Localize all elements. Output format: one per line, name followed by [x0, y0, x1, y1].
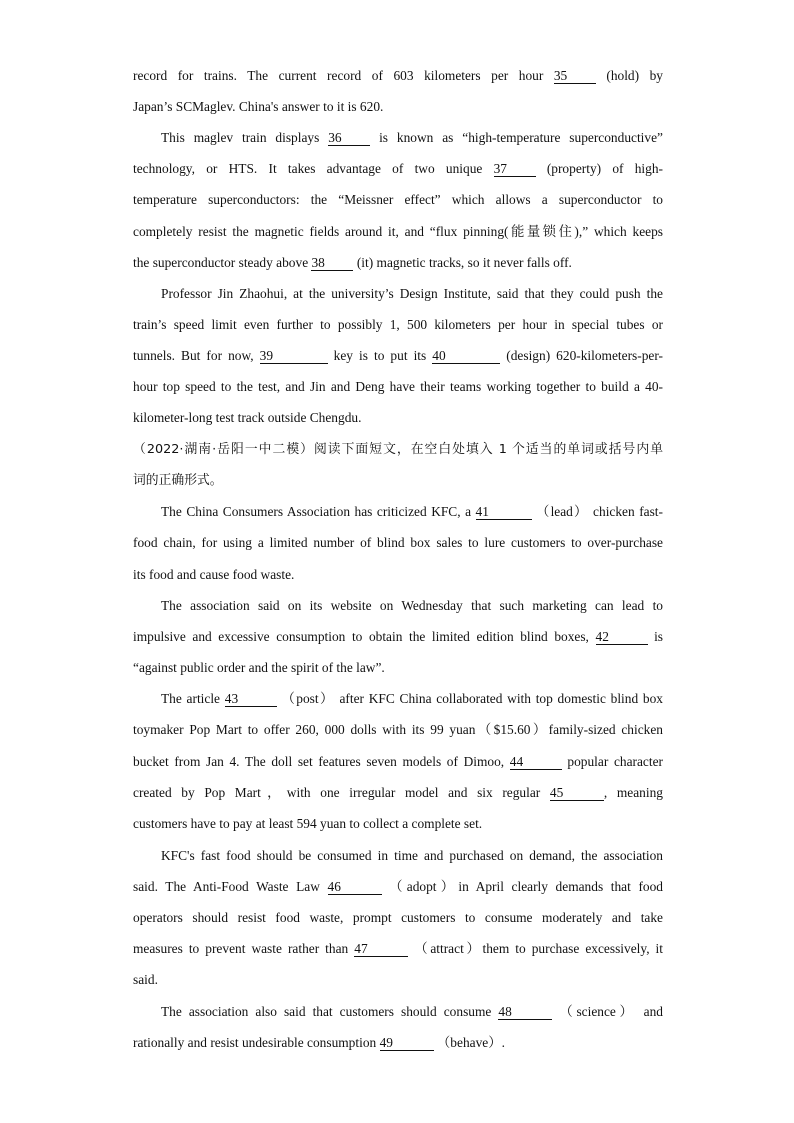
section-instruction: 词的正确形式。: [133, 473, 223, 488]
text-line: measures to prevent waste rather than 47 （attract）them to purchase excessively, it: [133, 941, 664, 956]
blank-46[interactable]: 46: [328, 879, 382, 895]
section-instruction: （2022·湖南·岳阳一中二模）阅读下面短文，在空白处填入 1 个适当的单词或括号内单: [133, 442, 663, 457]
blank-37[interactable]: 37: [494, 161, 536, 177]
blank-48[interactable]: 48: [498, 1004, 552, 1020]
text-line: technology, or HTS. It takes advantage of two unique 37 (property) of high-: [133, 161, 663, 176]
text-line: created by Pop Mart，with one irregular model and six regular 45 , meaning: [133, 785, 663, 800]
text-line: the superconductor steady above 38 (it) magnetic tracks, so it never falls off.: [133, 255, 572, 270]
text-line: completely resist the magnetic fields around it, and “flux pinning(能量锁住),” which keeps: [133, 224, 663, 239]
text-line: The association said on its website on Wednesday that such marketing can lead to: [161, 598, 663, 613]
text-line: food chain, for using a limited number of blind box sales to lure customers to over-purchase: [133, 535, 663, 550]
text-line: said.: [133, 972, 158, 987]
text-line: Professor Jin Zhaohui, at the university’s Design Institute, said that they could push the: [161, 286, 663, 301]
text-line: The China Consumers Association has criticized KFC, a 41 （lead） chicken fast-: [161, 504, 663, 519]
blank-44[interactable]: 44: [510, 754, 562, 770]
text-line: customers have to pay at least 594 yuan to collect a complete set.: [133, 816, 483, 831]
text-line: hour top speed to the test, and Jin and Deng have their teams working together to build a 40-: [133, 379, 663, 394]
text-line: rationally and resist undesirable consumption 49 （behave）.: [133, 1035, 505, 1050]
text-line: toymaker Pop Mart to offer 260, 000 dolls with its 99 yuan（$15.60）family-sized chicken: [133, 722, 663, 737]
text-line: Japan’s SCMaglev. China's answer to it is 620.: [133, 99, 384, 114]
blank-41[interactable]: 41: [476, 504, 532, 520]
text-line: its food and cause food waste.: [133, 567, 295, 582]
text-line: record for trains. The current record of 603 kilometers per hour 35 (hold) by: [133, 68, 664, 83]
text-line: tunnels. But for now, 39 key is to put its 40 (design) 620-kilometers-per-: [133, 348, 663, 363]
blank-43[interactable]: 43: [225, 691, 277, 707]
text-line: “against public order and the spirit of the law”.: [133, 660, 385, 675]
blank-49[interactable]: 49: [380, 1035, 434, 1051]
blank-40[interactable]: 40: [432, 348, 500, 364]
text-line: kilometer-long test track outside Chengdu.: [133, 410, 362, 425]
blank-42[interactable]: 42: [596, 629, 648, 645]
text-line: This maglev train displays 36 is known as “high-temperature superconductive”: [161, 130, 663, 145]
blank-39[interactable]: 39: [260, 348, 328, 364]
text-line: KFC's fast food should be consumed in time and purchased on demand, the association: [161, 848, 663, 863]
text-line: bucket from Jan 4. The doll set features seven models of Dimoo, 44 popular character: [133, 754, 663, 769]
text-line: operators should resist food waste, prompt customers to consume moderately and take: [133, 910, 663, 925]
blank-45[interactable]: 45: [550, 785, 604, 801]
blank-38[interactable]: 38: [311, 255, 353, 271]
text-line: The association also said that customers should consume 48 （science） and: [161, 1004, 663, 1019]
blank-36[interactable]: 36: [328, 130, 370, 146]
blank-47[interactable]: 47: [354, 941, 408, 957]
text-line: said. The Anti-Food Waste Law 46 （adopt）in April clearly demands that food: [133, 879, 663, 894]
text-line: impulsive and excessive consumption to obtain the limited edition blind boxes, 42 is: [133, 629, 664, 644]
text-line: temperature superconductors: the “Meissner effect” which allows a superconductor to: [133, 192, 663, 207]
blank-35[interactable]: 35: [554, 68, 596, 84]
text-line: train’s speed limit even further to possibly 1, 500 kilometers per hour in special tubes or: [133, 317, 663, 332]
text-line: The article 43 （post） after KFC China collaborated with top domestic blind box: [161, 691, 663, 706]
